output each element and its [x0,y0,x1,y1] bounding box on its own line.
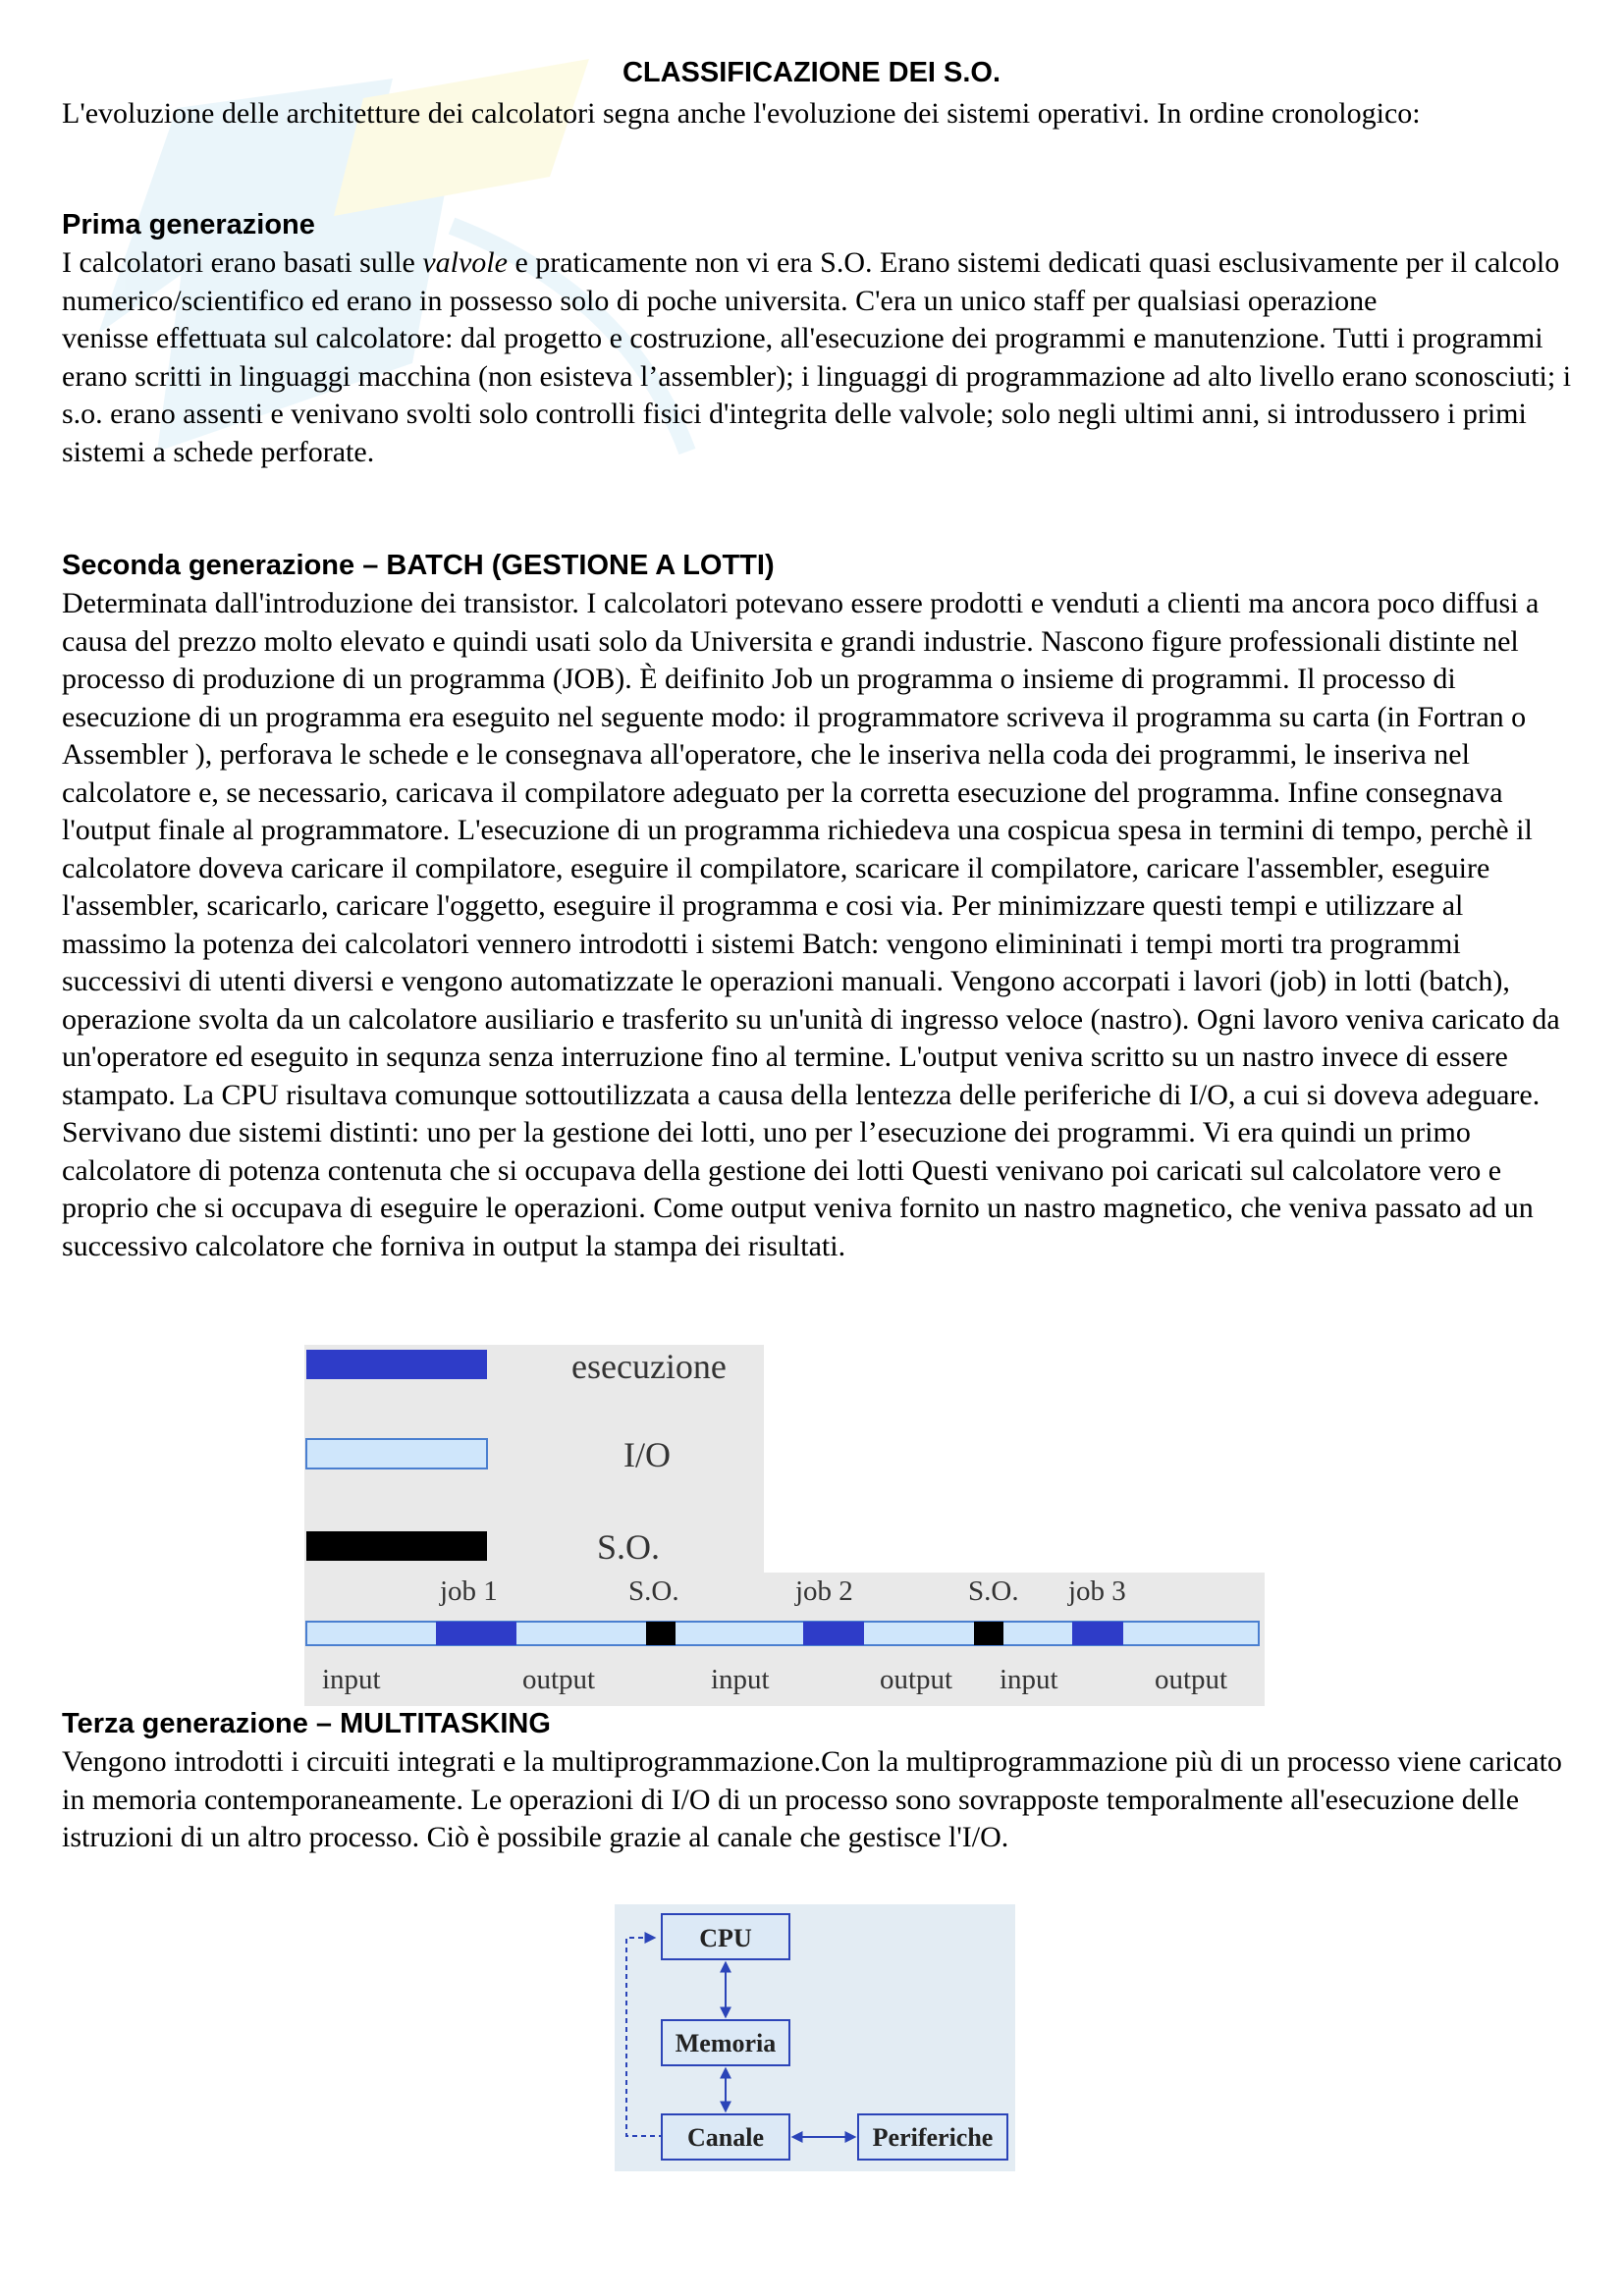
timeline-bottom-label-output3: output [1155,1664,1228,1695]
heading-seconda-generazione: Seconda generazione – BATCH (GESTIONE A LOTTI) [62,550,775,581]
timeline-top-label-job3: job 3 [1068,1575,1126,1607]
terza-generazione-section [62,1743,1574,1857]
legend-label-io: I/O [623,1435,671,1474]
memoria-label: Memoria [675,2029,777,2057]
timeline-top-label-so1: S.O. [628,1575,679,1607]
timeline-bottom-label-input3: input [1000,1664,1058,1695]
legend-label-so: S.O. [597,1527,661,1567]
prima-text-italic: valvole [422,246,508,279]
legend-swatch-io [306,1439,487,1468]
timeline-bottom-label-input1: input [322,1664,381,1695]
legend-swatch-esecuzione [306,1350,487,1379]
timeline-top-label-job1: job 1 [440,1575,498,1607]
timeline-bottom-label-output2: output [880,1664,953,1695]
timeline-segment-job3 [1072,1622,1123,1645]
timeline-bottom-label-input2: input [711,1664,770,1695]
timeline-top-label-so2: S.O. [968,1575,1019,1607]
prima-text-b: e praticamente non vi era S.O. Erano sistemi dedicati quasi esclusivamente per il calcolo numerico/scientifico ed erano in possesso solo di poche universita. C'era un unico staff per qualsiasi operazione [62,246,1560,317]
terza-paragraph: Vengono introdotti i circuiti integrati e la multiprogrammazione.Con la multiprogrammazione più di un processo viene caricato in memoria contemporaneamente. Le operazioni di I/O di un processo sono sovrapposte temporalmente all'esecuzione delle istruzioni di un altro processo. Ciò è possibile grazie al canale che gestisce l'I/O. [62,1745,1562,1853]
legend-swatch-so [306,1531,487,1561]
timeline-top-label-job2: job 2 [795,1575,853,1607]
seconda-generazione-section [62,585,1574,1265]
batch-timeline-figure [304,1345,1267,1708]
intro-text: L'evoluzione delle architetture dei calcolatori segna anche l'evoluzione dei sistemi operativi. In ordine cronologico: [62,97,1421,130]
timeline-segment-so2 [974,1622,1003,1645]
page-title: CLASSIFICAZIONE DEI S.O. [622,57,1001,88]
legend-label-esecuzione: esecuzione [571,1347,727,1386]
periferiche-label: Periferiche [872,2123,994,2152]
prima-text-a: I calcolatori erano basati sulle [62,246,423,279]
prima-paragraph-1 [62,244,1574,320]
architecture-diagram [615,1904,1017,2173]
prima-paragraph-2: venisse effettuata sul calcolatore: dal progetto e costruzione, all'esecuzione dei programmi e manutenzione. Tutti i programmi erano scritti in linguaggi macchina (non esisteva l’assembler); i linguaggi di programmazione ad alto livello erano sconosciuti; i s.o. erano assenti e venivano svolti solo controlli fisici d'integrita delle valvole; solo negli ultimi anni, si introdussero i primi sistemi a schede perforate. [62,322,1572,468]
heading-terza-generazione: Terza generazione – MULTITASKING [62,1708,551,1739]
timeline-bottom-label-output1: output [522,1664,596,1695]
timeline-segment-so1 [646,1622,676,1645]
intro-paragraph [62,95,1574,133]
timeline-segment-job2 [803,1622,864,1645]
timeline-segment-job1 [436,1622,516,1645]
canale-label: Canale [687,2123,764,2152]
cpu-label: CPU [699,1924,752,1952]
heading-prima-generazione: Prima generazione [62,209,315,240]
seconda-paragraph: Determinata dall'introduzione dei transistor. I calcolatori potevano essere prodotti e venduti a clienti ma ancora poco diffusi a causa del prezzo molto elevato e quindi usati solo da Universita e grandi industrie. Nascono figure professionali distinte nel processo di produzione di un programma (JOB). È deifinito Job un programma o insieme di programmi. Il processo di esecuzione di un programma era eseguito nel seguente modo: il programmatore scriveva il programma su carta (in Fortran o Assembler ), perforava le schede e le consegnava all'operatore, che le inseriva nella coda dei programmi, le inseriva nel calcolatore e, se necessario, caricava il compilatore adeguato per la corretta esecuzione del programma. Infine consegnava l'output finale al programmatore. L'esecuzione di un programma richiedeva una cospicua spesa in termini di tempo, perchè il calcolatore doveva caricare il compilatore, eseguire il compilatore, scaricare il compilatore, caricare l'assembler, eseguire l'assembler, scaricarlo, caricare l'oggetto, eseguire il programma e cosi via. Per minimizzare questi tempi e utilizzare al massimo la potenza dei calcolatori vennero introdotti i sistemi Batch: vengono elimininati i tempi morti tra programmi successivi di utenti diversi e vengono automatizzate le operazioni manuali. Vengono accorpati i lavori (job) in lotti (batch), operazione svolta da un calcolatore ausiliario e trasferito su un'unità di ingresso veloce (nastro). Ogni lavoro veniva caricato da un'operatore ed eseguito in sequnza senza interruzione fino al termine. L'output veniva scritto su un nastro invece di essere stampato. La CPU risultava comunque sottoutilizzata a causa della lentezza delle periferiche di I/O, a cui si doveva adeguare. Servivano due sistemi distinti: uno per la gestione dei lotti, uno per l’esecuzione dei programmi. Vi era quindi un primo calcolatore di potenza contenuta che si occupava della gestione dei lotti Questi venivano poi caricati sul calcolatore vero e proprio che si occupava di eseguire le operazioni. Come output veniva fornito un nastro magnetico, che veniva passato ad un successivo calcolatore che forniva in output la stampa dei risultati. [62,587,1560,1262]
prima-generazione-section [62,244,1574,471]
